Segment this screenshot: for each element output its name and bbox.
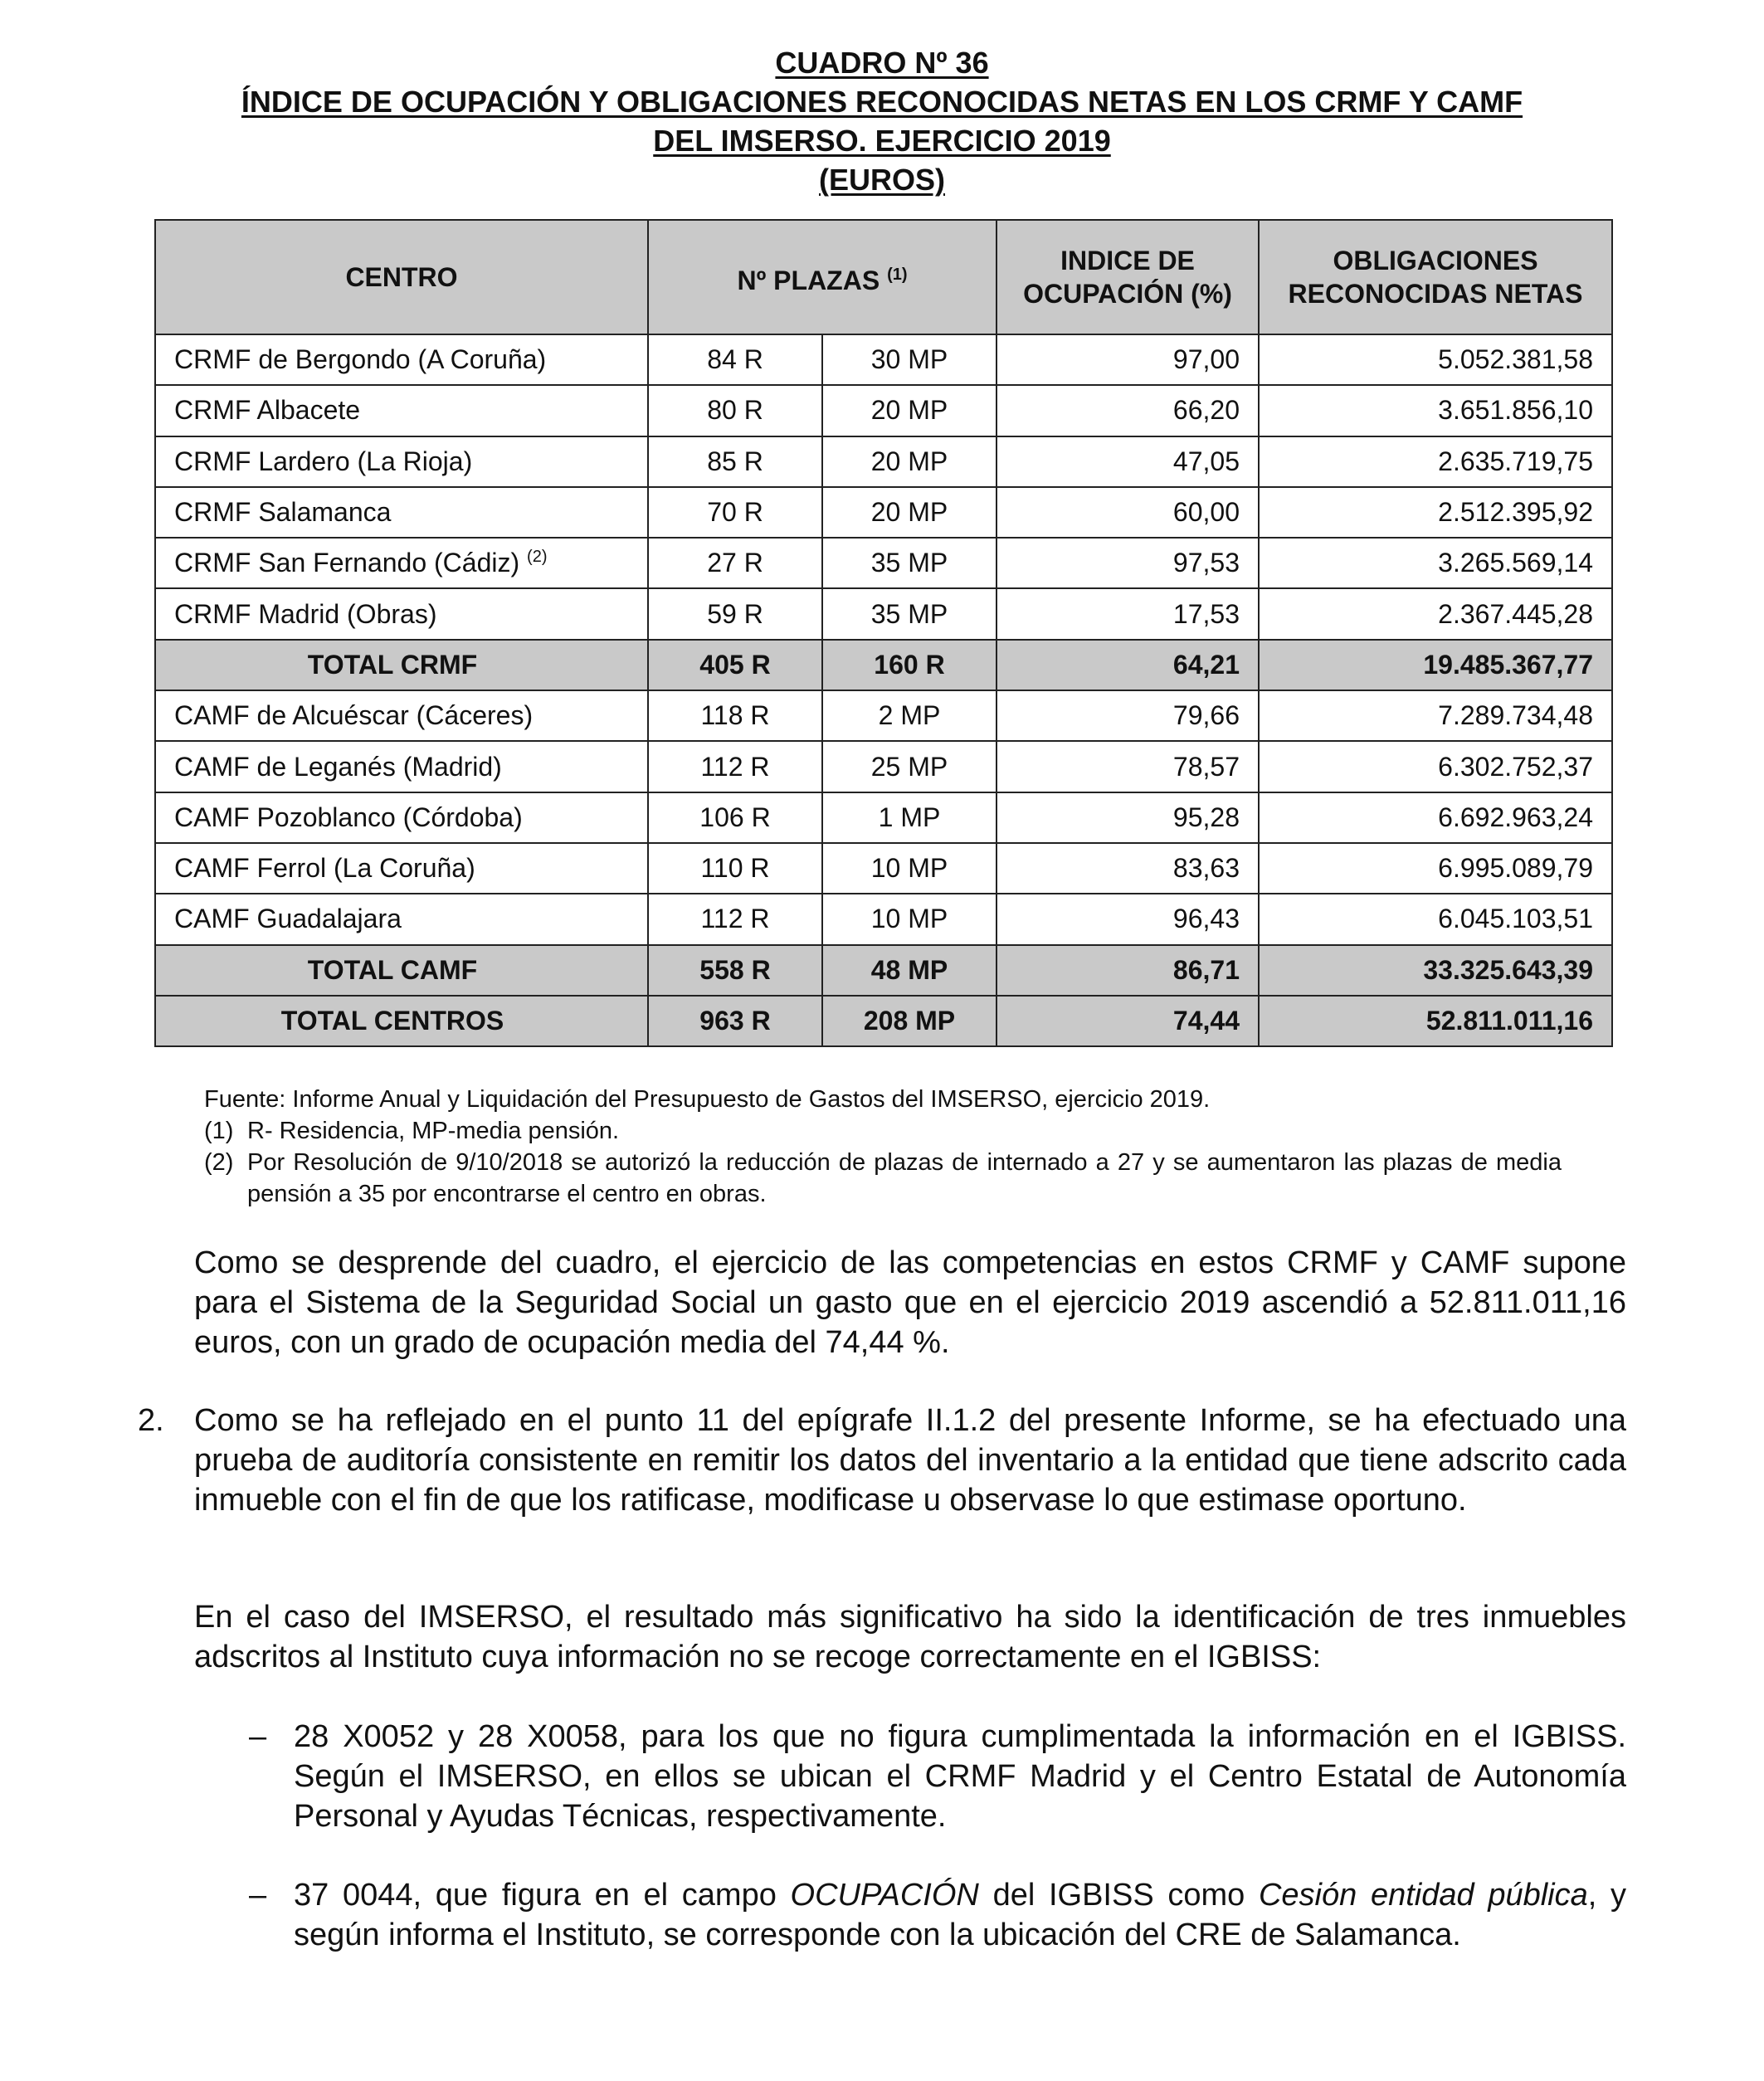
cell-plazas-r: 80 R <box>648 385 822 436</box>
table-row <box>155 436 1612 487</box>
cell-plazas-mp: 20 MP <box>822 385 997 436</box>
dash-item-1-marker: – <box>249 1719 267 1754</box>
table-row <box>155 741 1612 792</box>
cell-indice: 95,28 <box>997 792 1259 843</box>
header-plazas-note: (1) <box>887 265 908 284</box>
note-2-number: (2) <box>204 1149 234 1176</box>
list-item-2 <box>138 1401 1626 1520</box>
cell-plazas-r: 84 R <box>648 334 822 385</box>
table-total-row <box>155 640 1612 690</box>
cell-centro: CRMF Lardero (La Rioja) <box>155 436 648 487</box>
cell-indice: 60,00 <box>997 487 1259 538</box>
cell-plazas-mp: 208 MP <box>822 996 997 1046</box>
header-centro: CENTRO <box>155 220 648 334</box>
cell-plazas-r: 112 R <box>648 894 822 944</box>
dash-item-2-marker: – <box>249 1878 267 1913</box>
cell-indice: 74,44 <box>997 996 1259 1046</box>
table-row <box>155 894 1612 944</box>
cell-plazas-mp: 160 R <box>822 640 997 690</box>
heading-line-2: ÍNDICE DE OCUPACIÓN Y OBLIGACIONES RECONOCIDAS NETAS EN LOS CRMF Y CAMF <box>241 85 1523 119</box>
cell-obligaciones: 19.485.367,77 <box>1259 640 1612 690</box>
header-plazas: Nº PLAZAS $^{(1)}$ <box>648 220 997 334</box>
cell-indice: 78,57 <box>997 741 1259 792</box>
cell-plazas-r: 106 R <box>648 792 822 843</box>
dash-item-2-text: 37 0044, que figura en el campo OCUPACIÓN del IGBISS como Cesión entidad pública, y según informa el Instituto, se corresponde con la ubicación del CRE de Salamanca. <box>294 1878 1626 1952</box>
cell-plazas-r: 112 R <box>648 741 822 792</box>
table-row <box>155 538 1612 588</box>
cell-obligaciones: 2.367.445,28 <box>1259 588 1612 639</box>
table-row <box>155 843 1612 894</box>
occupancy-table <box>154 219 1613 1047</box>
cell-indice: 97,53 <box>997 538 1259 588</box>
cell-plazas-r: 558 R <box>648 945 822 996</box>
cell-centro: CAMF Ferrol (La Coruña) <box>155 843 648 894</box>
table-header-row <box>155 220 1612 334</box>
table-total-row <box>155 996 1612 1046</box>
cell-centro: CRMF Albacete <box>155 385 648 436</box>
cell-obligaciones: 52.811.011,16 <box>1259 996 1612 1046</box>
header-obligaciones: OBLIGACIONES RECONOCIDAS NETAS <box>1259 220 1612 334</box>
cell-indice: 79,66 <box>997 690 1259 741</box>
cell-plazas-r: 963 R <box>648 996 822 1046</box>
table-row <box>155 588 1612 639</box>
cell-obligaciones: 6.045.103,51 <box>1259 894 1612 944</box>
table-heading <box>149 43 1615 199</box>
cell-plazas-r: 27 R <box>648 538 822 588</box>
cell-plazas-mp: 30 MP <box>822 334 997 385</box>
cell-indice: 96,43 <box>997 894 1259 944</box>
note-1 <box>204 1115 1562 1147</box>
cell-centro: CAMF Guadalajara <box>155 894 648 944</box>
cell-indice: 17,53 <box>997 588 1259 639</box>
cell-plazas-mp: 10 MP <box>822 894 997 944</box>
cell-centro: CAMF de Alcuéscar (Cáceres) <box>155 690 648 741</box>
cell-indice: 83,63 <box>997 843 1259 894</box>
cell-plazas-mp: 20 MP <box>822 487 997 538</box>
dash-item-1 <box>249 1717 1626 1836</box>
cell-plazas-r: 110 R <box>648 843 822 894</box>
note-fuente: Fuente: Informe Anual y Liquidación del Presupuesto de Gastos del IMSERSO, ejercicio 2019. <box>204 1086 1211 1113</box>
list-item-2-text: Como se ha reflejado en el punto 11 del epígrafe II.1.2 del presente Informe, se ha efectuado una prueba de auditoría consistente en remitir los datos del inventario a la entidad que tiene adscrito cada inmueble con el fin de que los ratificase, modificase u observase lo que estimase oportuno. <box>194 1403 1626 1518</box>
cell-obligaciones: 3.651.856,10 <box>1259 385 1612 436</box>
cell-centro: CRMF San Fernando (Cádiz) $^{(2)}$ <box>155 538 648 588</box>
cell-obligaciones: 7.289.734,48 <box>1259 690 1612 741</box>
table-row <box>155 690 1612 741</box>
cell-plazas-r: 85 R <box>648 436 822 487</box>
table-row <box>155 385 1612 436</box>
cell-indice: 86,71 <box>997 945 1259 996</box>
cell-indice: 47,05 <box>997 436 1259 487</box>
cell-plazas-mp: 25 MP <box>822 741 997 792</box>
cell-obligaciones: 6.692.963,24 <box>1259 792 1612 843</box>
cell-indice: 97,00 <box>997 334 1259 385</box>
cell-centro: CAMF de Leganés (Madrid) <box>155 741 648 792</box>
cell-plazas-r: 118 R <box>648 690 822 741</box>
cell-plazas-mp: 48 MP <box>822 945 997 996</box>
cell-note: (2) <box>527 548 548 567</box>
cell-obligaciones: 2.635.719,75 <box>1259 436 1612 487</box>
list-item-2-marker: 2. <box>138 1403 164 1438</box>
table-row <box>155 487 1612 538</box>
cell-obligaciones: 6.302.752,37 <box>1259 741 1612 792</box>
paragraph-imserso: En el caso del IMSERSO, el resultado más significativo ha sido la identificación de tres inmuebles adscritos al Instituto cuya información no se recoge correctamente en el IGBISS: <box>194 1600 1626 1674</box>
cell-obligaciones: 5.052.381,58 <box>1259 334 1612 385</box>
table-total-row <box>155 945 1612 996</box>
table-row <box>155 792 1612 843</box>
cell-centro: TOTAL CENTROS <box>155 996 648 1046</box>
cell-plazas-mp: 10 MP <box>822 843 997 894</box>
cell-indice: 66,20 <box>997 385 1259 436</box>
cell-plazas-mp: 35 MP <box>822 538 997 588</box>
table-body <box>155 334 1612 1046</box>
note-2-text: Por Resolución de 9/10/2018 se autorizó la reducción de plazas de internado a 27 y se aumentaron las plazas de media pensión a 35 por encontrarse el centro en obras. <box>247 1149 1562 1207</box>
cell-centro: CRMF Madrid (Obras) <box>155 588 648 639</box>
heading-line-4: (EUROS) <box>819 163 945 197</box>
dash-item-2 <box>249 1875 1626 1955</box>
cell-centro: CAMF Pozoblanco (Córdoba) <box>155 792 648 843</box>
cell-plazas-r: 405 R <box>648 640 822 690</box>
cell-plazas-r: 59 R <box>648 588 822 639</box>
cell-plazas-r: 70 R <box>648 487 822 538</box>
cell-indice: 64,21 <box>997 640 1259 690</box>
cell-centro: CRMF de Bergondo (A Coruña) <box>155 334 648 385</box>
dash-item-1-text: 28 X0052 y 28 X0058, para los que no figura cumplimentada la información en el IGBISS. Según el IMSERSO, en ellos se ubican el CRMF Madrid y el Centro Estatal de Autonomía Personal y Ayudas Técnicas, respectivamente. <box>294 1719 1626 1834</box>
cell-centro: TOTAL CAMF <box>155 945 648 996</box>
paragraph-summary: Como se desprende del cuadro, el ejercicio de las competencias en estos CRMF y CAMF supone para el Sistema de la Seguridad Social un gasto que en el ejercicio 2019 ascendió a 52.811.011,16 euros, con un grado de ocupación media del 74,44 %. <box>194 1245 1626 1360</box>
cell-obligaciones: 3.265.569,14 <box>1259 538 1612 588</box>
cell-plazas-mp: 20 MP <box>822 436 997 487</box>
cell-plazas-mp: 35 MP <box>822 588 997 639</box>
header-indice: INDICE DE OCUPACIÓN (%) <box>997 220 1259 334</box>
cell-plazas-mp: 1 MP <box>822 792 997 843</box>
note-1-number: (1) <box>204 1118 234 1144</box>
cell-obligaciones: 2.512.395,92 <box>1259 487 1612 538</box>
note-2 <box>204 1147 1562 1210</box>
cell-obligaciones: 33.325.643,39 <box>1259 945 1612 996</box>
cell-obligaciones: 6.995.089,79 <box>1259 843 1612 894</box>
cell-centro: CRMF Salamanca <box>155 487 648 538</box>
cell-centro: TOTAL CRMF <box>155 640 648 690</box>
note-1-text: R- Residencia, MP-media pensión. <box>247 1118 620 1144</box>
table-notes <box>204 1084 1562 1210</box>
heading-line-3: DEL IMSERSO. EJERCICIO 2019 <box>653 124 1111 158</box>
table-row <box>155 334 1612 385</box>
cell-plazas-mp: 2 MP <box>822 690 997 741</box>
heading-line-1: CUADRO Nº 36 <box>775 46 989 80</box>
